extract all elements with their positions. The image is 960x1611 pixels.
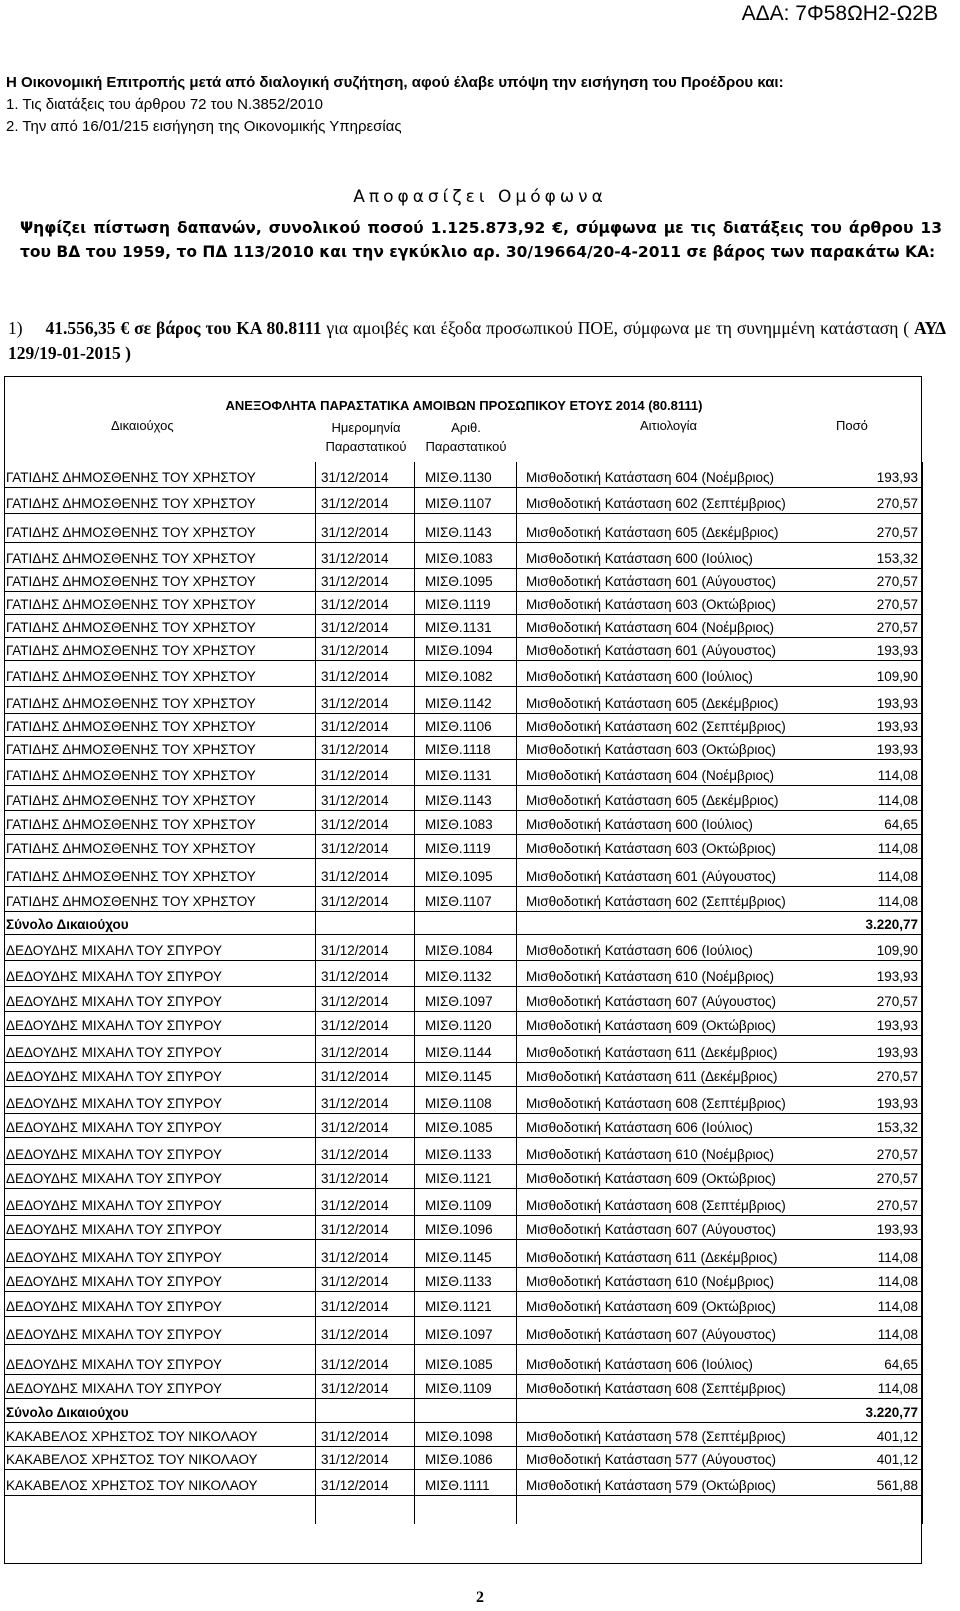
cell-reason: Μισθοδοτική Κατάσταση 578 (Σεπτέμβριος) xyxy=(526,1429,786,1444)
cell-amount: 3.220,77 xyxy=(865,1405,918,1420)
cell-date: 31/12/2014 xyxy=(321,1429,389,1444)
cell-number: ΜΙΣΘ.1085 xyxy=(425,1357,493,1372)
table-row xyxy=(4,1216,922,1240)
cell-amount: 193,93 xyxy=(876,643,918,658)
cell-number: ΜΙΣΘ.1086 xyxy=(425,1452,493,1467)
cell-amount: 114,08 xyxy=(877,841,918,856)
cell-beneficiary: ΔΕΔΟΥΔΗΣ ΜΙΧΑΗΛ ΤΟΥ ΣΠΥΡΟΥ xyxy=(6,1327,222,1342)
cell-date: 31/12/2014 xyxy=(321,1357,389,1372)
column-divider xyxy=(516,462,517,1524)
cell-date: 31/12/2014 xyxy=(321,943,389,958)
table-rows xyxy=(4,462,922,1496)
intro-block xyxy=(6,72,784,138)
cell-amount: 114,08 xyxy=(877,768,918,783)
cell-number: ΜΙΣΘ.1133 xyxy=(425,1147,492,1162)
cell-beneficiary: ΚΑΚΑΒΕΛΟΣ ΧΡΗΣΤΟΣ ΤΟΥ ΝΙΚΟΛΑΟΥ xyxy=(6,1452,258,1467)
cell-amount: 153,32 xyxy=(876,551,918,566)
table-row xyxy=(4,1189,922,1216)
cell-reason: Μισθοδοτική Κατάσταση 601 (Αύγουστος) xyxy=(526,643,777,658)
cell-beneficiary: ΓΑΤΙΔΗΣ ΔΗΜΟΣΘΕΝΗΣ ΤΟΥ ΧΡΗΣΤΟΥ xyxy=(6,643,256,658)
cell-date: 31/12/2014 xyxy=(321,551,389,566)
cell-beneficiary: ΓΑΤΙΔΗΣ ΔΗΜΟΣΘΕΝΗΣ ΤΟΥ ΧΡΗΣΤΟΥ xyxy=(6,793,256,808)
cell-reason: Μισθοδοτική Κατάσταση 607 (Αύγουστος) xyxy=(526,1327,777,1342)
cell-beneficiary: ΚΑΚΑΒΕΛΟΣ ΧΡΗΣΤΟΣ ΤΟΥ ΝΙΚΟΛΑΟΥ xyxy=(6,1478,258,1493)
cell-amount: 401,12 xyxy=(876,1452,918,1467)
cell-number: ΜΙΣΘ.1111 xyxy=(425,1478,490,1493)
cell-beneficiary: ΔΕΔΟΥΔΗΣ ΜΙΧΑΗΛ ΤΟΥ ΣΠΥΡΟΥ xyxy=(6,1069,222,1084)
column-divider xyxy=(414,462,415,1524)
cell-beneficiary: Σύνολο Δικαιούχου xyxy=(6,1405,129,1420)
table-row xyxy=(4,1165,922,1189)
cell-amount: 193,93 xyxy=(876,470,918,485)
cell-reason: Μισθοδοτική Κατάσταση 605 (Δεκέμβριος) xyxy=(526,696,779,711)
cell-amount: 270,57 xyxy=(876,1198,918,1213)
table-row xyxy=(4,1012,922,1036)
cell-number: ΜΙΣΘ.1082 xyxy=(425,669,493,684)
cell-reason: Μισθοδοτική Κατάσταση 608 (Σεπτέμβριος) xyxy=(526,1198,786,1213)
cell-date: 31/12/2014 xyxy=(321,470,389,485)
item-1-paragraph xyxy=(8,316,946,366)
table-row xyxy=(4,615,922,638)
cell-amount: 114,08 xyxy=(877,1274,918,1289)
cell-number: ΜΙΣΘ.1119 xyxy=(425,597,491,612)
cell-date: 31/12/2014 xyxy=(321,620,389,635)
cell-reason: Μισθοδοτική Κατάσταση 611 (Δεκέμβριος) xyxy=(526,1250,778,1265)
table-row xyxy=(4,835,922,859)
cell-beneficiary: ΓΑΤΙΔΗΣ ΔΗΜΟΣΘΕΝΗΣ ΤΟΥ ΧΡΗΣΤΟΥ xyxy=(6,525,256,540)
header-number: Αριθ. Παραστατικού xyxy=(425,420,507,454)
cell-beneficiary: ΔΕΔΟΥΔΗΣ ΜΙΧΑΗΛ ΤΟΥ ΣΠΥΡΟΥ xyxy=(6,943,222,958)
intro-line-1: Η Οικονομική Επιτροπής μετά από διαλογική συζήτηση, αφού έλαβε υπόψη την εισήγηση του Προέδρου και: xyxy=(6,74,784,91)
cell-number: ΜΙΣΘ.1097 xyxy=(425,994,493,1009)
cell-number: ΜΙΣΘ.1085 xyxy=(425,1120,493,1135)
table-row xyxy=(4,1317,922,1345)
cell-beneficiary: ΓΑΤΙΔΗΣ ΔΗΜΟΣΘΕΝΗΣ ΤΟΥ ΧΡΗΣΤΟΥ xyxy=(6,768,256,783)
cell-number: ΜΙΣΘ.1120 xyxy=(425,1018,492,1033)
table-row xyxy=(4,1063,922,1087)
table-row xyxy=(4,1470,922,1496)
cell-number: ΜΙΣΘ.1083 xyxy=(425,817,493,832)
cell-number: ΜΙΣΘ.1133 xyxy=(425,1274,492,1289)
table-title: ΑΝΕΞΟΦΛΗΤΑ ΠΑΡΑΣΤΑΤΙΚΑ ΑΜΟΙΒΩΝ ΠΡΟΣΩΠΙΚΟΥ ΕΤΟΥΣ 2014 (80.8111) xyxy=(225,398,703,413)
cell-amount: 153,32 xyxy=(876,1120,918,1135)
table-row xyxy=(4,737,922,760)
cell-beneficiary: ΔΕΔΟΥΔΗΣ ΜΙΧΑΗΛ ΤΟΥ ΣΠΥΡΟΥ xyxy=(6,1096,222,1111)
cell-date: 31/12/2014 xyxy=(321,768,389,783)
cell-date: 31/12/2014 xyxy=(321,994,389,1009)
cell-date: 31/12/2014 xyxy=(321,841,389,856)
cell-beneficiary: ΔΕΔΟΥΔΗΣ ΜΙΧΑΗΛ ΤΟΥ ΣΠΥΡΟΥ xyxy=(6,1045,222,1060)
cell-number: ΜΙΣΘ.1095 xyxy=(425,574,493,589)
cell-date: 31/12/2014 xyxy=(321,969,389,984)
column-divider xyxy=(315,462,316,1524)
cell-number: ΜΙΣΘ.1118 xyxy=(425,742,491,757)
cell-number: ΜΙΣΘ.1108 xyxy=(425,1096,492,1111)
cell-reason: Μισθοδοτική Κατάσταση 609 (Οκτώβριος) xyxy=(526,1299,776,1314)
cell-amount: 270,57 xyxy=(876,597,918,612)
cell-beneficiary: ΔΕΔΟΥΔΗΣ ΜΙΧΑΗΛ ΤΟΥ ΣΠΥΡΟΥ xyxy=(6,1120,222,1135)
cell-amount: 193,93 xyxy=(876,1018,918,1033)
cell-number: ΜΙΣΘ.1098 xyxy=(425,1429,493,1444)
cell-date: 31/12/2014 xyxy=(321,1381,389,1396)
cell-reason: Μισθοδοτική Κατάσταση 600 (Ιούλιος) xyxy=(526,817,753,832)
cell-amount: 270,57 xyxy=(876,525,918,540)
cell-beneficiary: ΓΑΤΙΔΗΣ ΔΗΜΟΣΘΕΝΗΣ ΤΟΥ ΧΡΗΣΤΟΥ xyxy=(6,894,256,909)
cell-date: 31/12/2014 xyxy=(321,496,389,511)
cell-date: 31/12/2014 xyxy=(321,1452,389,1467)
cell-reason: Μισθοδοτική Κατάσταση 607 (Αύγουστος) xyxy=(526,994,777,1009)
cell-date: 31/12/2014 xyxy=(321,1327,389,1342)
cell-reason: Μισθοδοτική Κατάσταση 611 (Δεκέμβριος) xyxy=(526,1045,778,1060)
cell-amount: 193,93 xyxy=(876,742,918,757)
cell-amount: 64,65 xyxy=(884,1357,918,1372)
cell-number: ΜΙΣΘ.1132 xyxy=(425,969,492,984)
cell-number: ΜΙΣΘ.1106 xyxy=(425,719,492,734)
cell-date: 31/12/2014 xyxy=(321,1198,389,1213)
cell-beneficiary: Σύνολο Δικαιούχου xyxy=(6,917,129,932)
cell-date: 31/12/2014 xyxy=(321,1069,389,1084)
cell-date: 31/12/2014 xyxy=(321,1250,389,1265)
cell-reason: Μισθοδοτική Κατάσταση 610 (Νοέμβριος) xyxy=(526,1274,775,1289)
cell-date: 31/12/2014 xyxy=(321,597,389,612)
cell-date: 31/12/2014 xyxy=(321,1096,389,1111)
cell-number: ΜΙΣΘ.1142 xyxy=(425,696,492,711)
cell-number: ΜΙΣΘ.1121 xyxy=(425,1171,492,1186)
cell-amount: 114,08 xyxy=(877,1381,918,1396)
cell-date: 31/12/2014 xyxy=(321,894,389,909)
cell-reason: Μισθοδοτική Κατάσταση 605 (Δεκέμβριος) xyxy=(526,793,779,808)
table-row xyxy=(4,987,922,1012)
cell-beneficiary: ΔΕΔΟΥΔΗΣ ΜΙΧΑΗΛ ΤΟΥ ΣΠΥΡΟΥ xyxy=(6,1299,222,1314)
header-amount: Ποσό xyxy=(836,418,868,433)
column-divider xyxy=(922,462,923,1524)
cell-number: ΜΙΣΘ.1131 xyxy=(425,620,492,635)
cell-date: 31/12/2014 xyxy=(321,643,389,658)
cell-beneficiary: ΓΑΤΙΔΗΣ ΔΗΜΟΣΘΕΝΗΣ ΤΟΥ ΧΡΗΣΤΟΥ xyxy=(6,869,256,884)
table-row-total xyxy=(4,912,922,935)
cell-reason: Μισθοδοτική Κατάσταση 600 (Ιούλιος) xyxy=(526,551,753,566)
cell-beneficiary: ΓΑΤΙΔΗΣ ΔΗΜΟΣΘΕΝΗΣ ΤΟΥ ΧΡΗΣΤΟΥ xyxy=(6,742,256,757)
cell-date: 31/12/2014 xyxy=(321,696,389,711)
table-row xyxy=(4,1036,922,1063)
cell-number: ΜΙΣΘ.1144 xyxy=(425,1045,492,1060)
table-row xyxy=(4,687,922,714)
cell-reason: Μισθοδοτική Κατάσταση 609 (Οκτώβριος) xyxy=(526,1171,776,1186)
cell-reason: Μισθοδοτική Κατάσταση 606 (Ιούλιος) xyxy=(526,943,753,958)
cell-date: 31/12/2014 xyxy=(321,719,389,734)
cell-reason: Μισθοδοτική Κατάσταση 604 (Νοέμβριος) xyxy=(526,470,775,485)
cell-number: ΜΙΣΘ.1109 xyxy=(425,1381,492,1396)
cell-reason: Μισθοδοτική Κατάσταση 610 (Νοέμβριος) xyxy=(526,1147,775,1162)
cell-amount: 114,08 xyxy=(877,1299,918,1314)
cell-number: ΜΙΣΘ.1121 xyxy=(425,1299,492,1314)
table-row xyxy=(4,935,922,961)
cell-number: ΜΙΣΘ.1107 xyxy=(425,496,492,511)
cell-date: 31/12/2014 xyxy=(321,574,389,589)
cell-reason: Μισθοδοτική Κατάσταση 601 (Αύγουστος) xyxy=(526,574,777,589)
cell-date: 31/12/2014 xyxy=(321,793,389,808)
cell-amount: 270,57 xyxy=(876,1147,918,1162)
cell-amount: 114,08 xyxy=(877,869,918,884)
table-row xyxy=(4,811,922,835)
cell-number: ΜΙΣΘ.1084 xyxy=(425,943,493,958)
table-row xyxy=(4,1292,922,1317)
cell-beneficiary: ΔΕΔΟΥΔΗΣ ΜΙΧΑΗΛ ΤΟΥ ΣΠΥΡΟΥ xyxy=(6,994,222,1009)
table-row xyxy=(4,1240,922,1268)
cell-beneficiary: ΔΕΔΟΥΔΗΣ ΜΙΧΑΗΛ ΤΟΥ ΣΠΥΡΟΥ xyxy=(6,969,222,984)
cell-beneficiary: ΓΑΤΙΔΗΣ ΔΗΜΟΣΘΕΝΗΣ ΤΟΥ ΧΡΗΣΤΟΥ xyxy=(6,841,256,856)
cell-reason: Μισθοδοτική Κατάσταση 603 (Οκτώβριος) xyxy=(526,597,776,612)
cell-date: 31/12/2014 xyxy=(321,525,389,540)
cell-beneficiary: ΔΕΔΟΥΔΗΣ ΜΙΧΑΗΛ ΤΟΥ ΣΠΥΡΟΥ xyxy=(6,1381,222,1396)
cell-reason: Μισθοδοτική Κατάσταση 602 (Σεπτέμβριος) xyxy=(526,719,786,734)
cell-date: 31/12/2014 xyxy=(321,1120,389,1135)
intro-line-2: 1. Τις διατάξεις του άρθρου 72 του Ν.3852/2010 xyxy=(6,96,324,113)
header-beneficiary: Δικαιούχος xyxy=(111,418,174,433)
table-row xyxy=(4,462,922,488)
cell-number: ΜΙΣΘ.1130 xyxy=(425,470,492,485)
cell-date: 31/12/2014 xyxy=(321,1478,389,1493)
cell-number: ΜΙΣΘ.1145 xyxy=(425,1250,492,1265)
table-row xyxy=(4,1138,922,1165)
cell-beneficiary: ΓΑΤΙΔΗΣ ΔΗΜΟΣΘΕΝΗΣ ΤΟΥ ΧΡΗΣΤΟΥ xyxy=(6,496,256,511)
table-row xyxy=(4,859,922,887)
table-row xyxy=(4,638,922,661)
cell-beneficiary: ΚΑΚΑΒΕΛΟΣ ΧΡΗΣΤΟΣ ΤΟΥ ΝΙΚΟΛΑΟΥ xyxy=(6,1429,258,1444)
cell-beneficiary: ΓΑΤΙΔΗΣ ΔΗΜΟΣΘΕΝΗΣ ΤΟΥ ΧΡΗΣΤΟΥ xyxy=(6,696,256,711)
table-row xyxy=(4,1423,922,1447)
cell-date: 31/12/2014 xyxy=(321,1274,389,1289)
cell-date: 31/12/2014 xyxy=(321,1045,389,1060)
cell-number: ΜΙΣΘ.1095 xyxy=(425,869,493,884)
cell-number: ΜΙΣΘ.1083 xyxy=(425,551,493,566)
cell-reason: Μισθοδοτική Κατάσταση 608 (Σεπτέμβριος) xyxy=(526,1381,786,1396)
cell-date: 31/12/2014 xyxy=(321,1171,389,1186)
cell-amount: 270,57 xyxy=(876,574,918,589)
cell-reason: Μισθοδοτική Κατάσταση 603 (Οκτώβριος) xyxy=(526,841,776,856)
cell-amount: 270,57 xyxy=(876,1171,918,1186)
item-1-text: για αμοιβές και έξοδα προσωπικού ΠΟΕ, σύμφωνα με τη συνημμένη κατάσταση ( xyxy=(321,318,915,338)
item-1-amount: 41.556,35 € σε βάρος του ΚΑ 80.8111 xyxy=(45,318,322,338)
cell-beneficiary: ΓΑΤΙΔΗΣ ΔΗΜΟΣΘΕΝΗΣ ΤΟΥ ΧΡΗΣΤΟΥ xyxy=(6,551,256,566)
vote-paragraph: Ψηφίζει πίστωση δαπανών, συνολικού ποσού 1.125.873,92 €, σύμφωνα με τις διατάξεις του άρθρου 13 του ΒΔ του 1959, το ΠΔ 113/2010 και την εγκύκλιο αρ. 30/19664/20-4-2011 σε βάρος των παρακάτω ΚΑ: xyxy=(20,219,942,261)
table-row xyxy=(4,1345,922,1375)
cell-beneficiary: ΔΕΔΟΥΔΗΣ ΜΙΧΑΗΛ ΤΟΥ ΣΠΥΡΟΥ xyxy=(6,1147,222,1162)
cell-date: 31/12/2014 xyxy=(321,669,389,684)
cell-reason: Μισθοδοτική Κατάσταση 607 (Αύγουστος) xyxy=(526,1222,777,1237)
table-row xyxy=(4,592,922,615)
cell-amount: 193,93 xyxy=(876,719,918,734)
cell-beneficiary: ΔΕΔΟΥΔΗΣ ΜΙΧΑΗΛ ΤΟΥ ΣΠΥΡΟΥ xyxy=(6,1171,222,1186)
cell-date: 31/12/2014 xyxy=(321,869,389,884)
table-row xyxy=(4,1375,922,1399)
cell-amount: 114,08 xyxy=(877,793,918,808)
cell-beneficiary: ΔΕΔΟΥΔΗΣ ΜΙΧΑΗΛ ΤΟΥ ΣΠΥΡΟΥ xyxy=(6,1222,222,1237)
table-row xyxy=(4,488,922,514)
table-row xyxy=(4,569,922,592)
cell-amount: 270,57 xyxy=(876,994,918,1009)
cell-beneficiary: ΓΑΤΙΔΗΣ ΔΗΜΟΣΘΕΝΗΣ ΤΟΥ ΧΡΗΣΤΟΥ xyxy=(6,597,256,612)
ada-code: ΑΔΑ: 7Φ58ΩΗ2-Ω2Β xyxy=(741,2,938,25)
cell-reason: Μισθοδοτική Κατάσταση 610 (Νοέμβριος) xyxy=(526,969,775,984)
cell-number: ΜΙΣΘ.1097 xyxy=(425,1327,493,1342)
cell-amount: 114,08 xyxy=(877,1327,918,1342)
cell-amount: 114,08 xyxy=(877,1250,918,1265)
cell-date: 31/12/2014 xyxy=(321,1018,389,1033)
cell-reason: Μισθοδοτική Κατάσταση 611 (Δεκέμβριος) xyxy=(526,1069,778,1084)
cell-amount: 401,12 xyxy=(876,1429,918,1444)
cell-beneficiary: ΓΑΤΙΔΗΣ ΔΗΜΟΣΘΕΝΗΣ ΤΟΥ ΧΡΗΣΤΟΥ xyxy=(6,574,256,589)
cell-number: ΜΙΣΘ.1143 xyxy=(425,525,492,540)
header-reason: Αιτιολογία xyxy=(640,418,698,433)
intro-line-3: 2. Την από 16/01/215 εισήγηση της Οικονομικής Υπηρεσίας xyxy=(6,118,402,135)
cell-reason: Μισθοδοτική Κατάσταση 608 (Σεπτέμβριος) xyxy=(526,1096,786,1111)
decision-heading: Αποφασίζει Ομόφωνα xyxy=(353,187,607,207)
cell-reason: Μισθοδοτική Κατάσταση 603 (Οκτώβριος) xyxy=(526,742,776,757)
cell-beneficiary: ΔΕΔΟΥΔΗΣ ΜΙΧΑΗΛ ΤΟΥ ΣΠΥΡΟΥ xyxy=(6,1274,222,1289)
item-1-number: 1) xyxy=(8,318,23,338)
cell-reason: Μισθοδοτική Κατάσταση 601 (Αύγουστος) xyxy=(526,869,777,884)
table-row xyxy=(4,1087,922,1114)
table-row xyxy=(4,514,922,543)
cell-beneficiary: ΓΑΤΙΔΗΣ ΔΗΜΟΣΘΕΝΗΣ ΤΟΥ ΧΡΗΣΤΟΥ xyxy=(6,620,256,635)
item-1-ref: ΑΥΔ 129/19-01-2015 ) xyxy=(8,318,947,363)
cell-reason: Μισθοδοτική Κατάσταση 606 (Ιούλιος) xyxy=(526,1357,753,1372)
cell-reason: Μισθοδοτική Κατάσταση 604 (Νοέμβριος) xyxy=(526,620,775,635)
cell-reason: Μισθοδοτική Κατάσταση 577 (Αύγουστος) xyxy=(526,1452,777,1467)
table-row-total xyxy=(4,1399,922,1423)
table-row xyxy=(4,1447,922,1470)
cell-reason: Μισθοδοτική Κατάσταση 602 (Σεπτέμβριος) xyxy=(526,496,786,511)
table-row xyxy=(4,887,922,912)
cell-amount: 64,65 xyxy=(884,817,918,832)
cell-beneficiary: ΓΑΤΙΔΗΣ ΔΗΜΟΣΘΕΝΗΣ ΤΟΥ ΧΡΗΣΤΟΥ xyxy=(6,719,256,734)
cell-amount: 270,57 xyxy=(876,620,918,635)
cell-amount: 193,93 xyxy=(876,1096,918,1111)
cell-beneficiary: ΓΑΤΙΔΗΣ ΔΗΜΟΣΘΕΝΗΣ ΤΟΥ ΧΡΗΣΤΟΥ xyxy=(6,470,256,485)
cell-date: 31/12/2014 xyxy=(321,817,389,832)
cell-reason: Μισθοδοτική Κατάσταση 606 (Ιούλιος) xyxy=(526,1120,753,1135)
cell-beneficiary: ΓΑΤΙΔΗΣ ΔΗΜΟΣΘΕΝΗΣ ΤΟΥ ΧΡΗΣΤΟΥ xyxy=(6,669,256,684)
cell-amount: 561,88 xyxy=(876,1478,918,1493)
cell-number: ΜΙΣΘ.1096 xyxy=(425,1222,493,1237)
cell-date: 31/12/2014 xyxy=(321,742,389,757)
cell-date: 31/12/2014 xyxy=(321,1147,389,1162)
cell-reason: Μισθοδοτική Κατάσταση 604 (Νοέμβριος) xyxy=(526,768,775,783)
cell-beneficiary: ΔΕΔΟΥΔΗΣ ΜΙΧΑΗΛ ΤΟΥ ΣΠΥΡΟΥ xyxy=(6,1357,222,1372)
cell-beneficiary: ΓΑΤΙΔΗΣ ΔΗΜΟΣΘΕΝΗΣ ΤΟΥ ΧΡΗΣΤΟΥ xyxy=(6,817,256,832)
cell-reason: Μισθοδοτική Κατάσταση 609 (Οκτώβριος) xyxy=(526,1018,776,1033)
table-row xyxy=(4,786,922,811)
cell-amount: 193,93 xyxy=(876,1222,918,1237)
cell-amount: 193,93 xyxy=(876,696,918,711)
table-row xyxy=(4,661,922,687)
cell-amount: 109,90 xyxy=(876,943,918,958)
cell-number: ΜΙΣΘ.1094 xyxy=(425,643,493,658)
cell-amount: 193,93 xyxy=(876,1045,918,1060)
cell-number: ΜΙΣΘ.1145 xyxy=(425,1069,492,1084)
page-number: 2 xyxy=(476,1589,484,1606)
cell-number: ΜΙΣΘ.1109 xyxy=(425,1198,492,1213)
cell-amount: 109,90 xyxy=(876,669,918,684)
cell-number: ΜΙΣΘ.1143 xyxy=(425,793,492,808)
cell-reason: Μισθοδοτική Κατάσταση 600 (Ιούλιος) xyxy=(526,669,753,684)
cell-number: ΜΙΣΘ.1119 xyxy=(425,841,491,856)
cell-beneficiary: ΔΕΔΟΥΔΗΣ ΜΙΧΑΗΛ ΤΟΥ ΣΠΥΡΟΥ xyxy=(6,1018,222,1033)
cell-date: 31/12/2014 xyxy=(321,1299,389,1314)
table-row xyxy=(4,714,922,737)
table-row xyxy=(4,1268,922,1292)
cell-date: 31/12/2014 xyxy=(321,1222,389,1237)
cell-beneficiary: ΔΕΔΟΥΔΗΣ ΜΙΧΑΗΛ ΤΟΥ ΣΠΥΡΟΥ xyxy=(6,1198,222,1213)
cell-reason: Μισθοδοτική Κατάσταση 605 (Δεκέμβριος) xyxy=(526,525,779,540)
header-date: Ημερομηνία Παραστατικού xyxy=(325,420,407,454)
table-row xyxy=(4,760,922,786)
table-row xyxy=(4,961,922,987)
cell-amount: 114,08 xyxy=(877,894,918,909)
cell-amount: 193,93 xyxy=(876,969,918,984)
cell-amount: 270,57 xyxy=(876,1069,918,1084)
table-row xyxy=(4,543,922,569)
cell-reason: Μισθοδοτική Κατάσταση 602 (Σεπτέμβριος) xyxy=(526,894,786,909)
cell-number: ΜΙΣΘ.1131 xyxy=(425,768,492,783)
cell-amount: 270,57 xyxy=(876,496,918,511)
cell-reason: Μισθοδοτική Κατάσταση 579 (Οκτώβριος) xyxy=(526,1478,776,1493)
table-row xyxy=(4,1114,922,1138)
cell-beneficiary: ΔΕΔΟΥΔΗΣ ΜΙΧΑΗΛ ΤΟΥ ΣΠΥΡΟΥ xyxy=(6,1250,222,1265)
cell-number: ΜΙΣΘ.1107 xyxy=(425,894,492,909)
cell-amount: 3.220,77 xyxy=(865,917,918,932)
